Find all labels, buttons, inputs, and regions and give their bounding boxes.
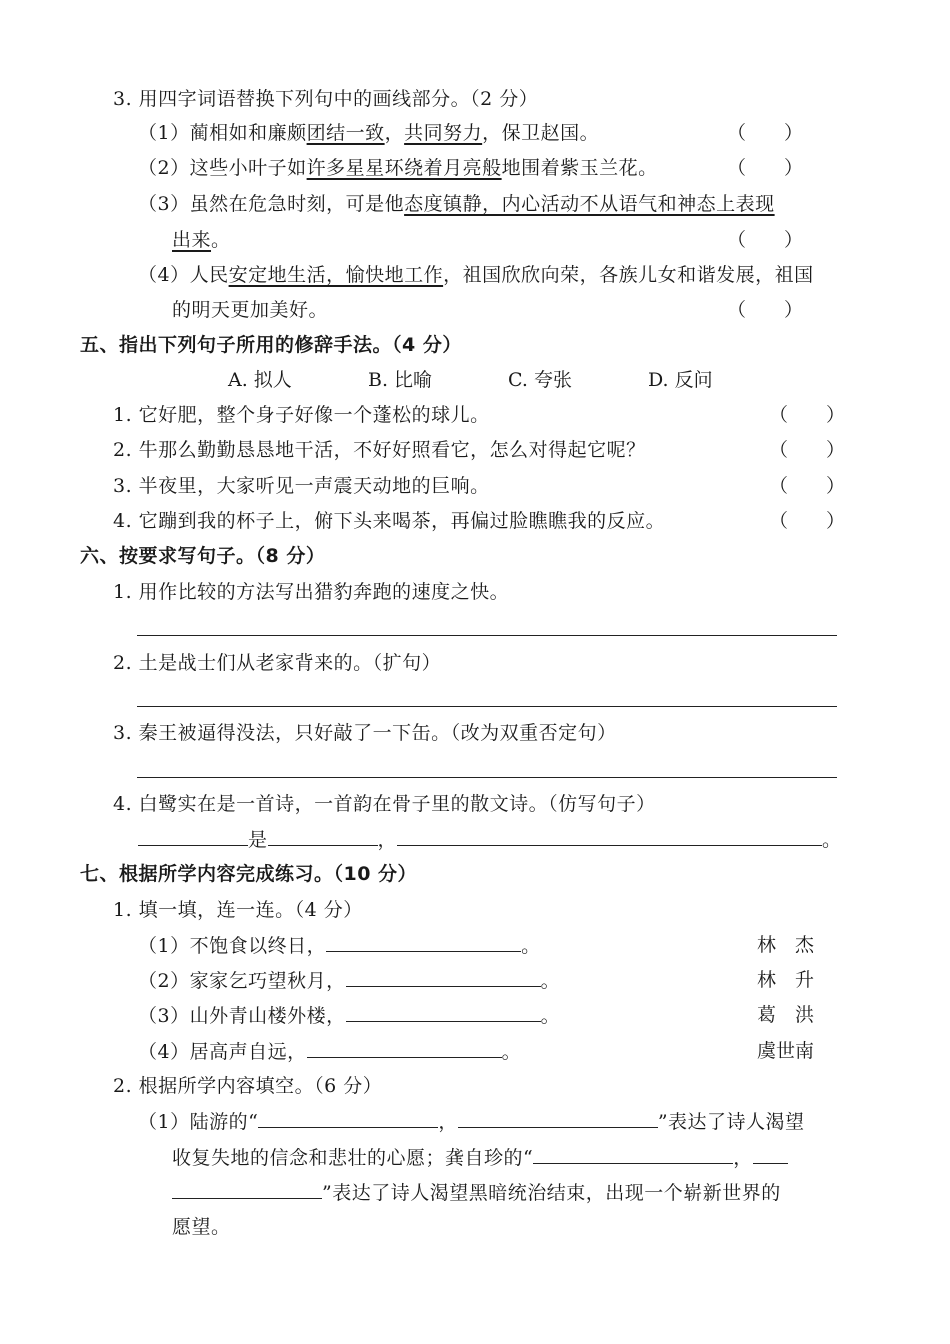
poem-line-3-text: （3）山外青山楼外楼， (138, 1005, 346, 1027)
sentence-item-4: 4. 白鹭实在是一首诗，一首韵在骨子里的散文诗。（仿写句子） (113, 793, 656, 815)
p3a: ”表达了诗人渴望黑暗统治结束，出现一个崭新世界的 (322, 1182, 781, 1204)
blank-field[interactable] (326, 933, 521, 952)
rhetoric-item-4: 4. 它蹦到我的杯子上，俯下头来喝茶，再偏过脸瞧瞧我的反应。 (113, 510, 666, 532)
section-7-title: 七、根据所学内容完成练习。（10 分） (80, 863, 418, 885)
fill-para-line-2 (172, 1145, 788, 1170)
p2b: ， (733, 1147, 753, 1169)
option-b: B. 比喻 (368, 369, 433, 391)
blank-field[interactable] (138, 827, 248, 846)
p1b: ， (438, 1111, 458, 1133)
blank-field[interactable] (346, 968, 541, 987)
option-c: C. 夸张 (508, 369, 572, 391)
blank-field[interactable] (346, 1003, 541, 1022)
answer-paren[interactable]: （ ） (769, 475, 846, 497)
q3-item-1-underline-2: 共同努力 (404, 122, 483, 144)
q3-item-2 (138, 156, 658, 180)
option-a: A. 拟人 (228, 369, 292, 391)
q3-item-3-line-2 (172, 228, 231, 252)
fill-end: 。 (822, 829, 842, 851)
author-2[interactable]: 林 升 (757, 969, 815, 991)
q3-item-4-underline: 安定地生活，愉快地工作 (228, 264, 444, 286)
q3-item-3-underline: 态度镇静，内心活动不从语气和神态上表现 (404, 193, 775, 215)
q3-item-4-b: ，祖国欣欣向荣，各族儿女和谐发展，祖国 (443, 264, 814, 286)
option-d: D. 反问 (648, 369, 713, 391)
q3-item-1-a: （1）蔺相如和廉颇 (138, 122, 307, 144)
q3-item-1-b: ， (384, 122, 405, 144)
poem-line-2 (138, 968, 560, 993)
blank-field[interactable] (753, 1145, 788, 1164)
fill-para-line-1 (138, 1109, 805, 1134)
period: 。 (521, 935, 541, 957)
answer-line[interactable] (137, 706, 837, 707)
period: 。 (501, 1041, 522, 1063)
answer-paren[interactable]: （ ） (727, 299, 804, 321)
blank-field[interactable] (172, 1180, 322, 1199)
section-5-title: 五、指出下列句子所用的修辞手法。（4 分） (80, 334, 462, 356)
rhetoric-item-2: 2. 牛那么勤勤恳恳地干活，不好好照看它，怎么对得起它呢？ (113, 439, 646, 461)
poem-line-3 (138, 1003, 560, 1028)
q3-item-3-underline-2: 出来 (172, 229, 212, 251)
answer-paren[interactable]: （ ） (727, 157, 804, 179)
rhetoric-item-1: 1. 它好肥，整个身子好像一个蓬松的球儿。 (113, 404, 490, 426)
q3-item-4-line-1 (138, 263, 814, 287)
answer-paren[interactable]: （ ） (727, 122, 804, 144)
fill-para-line-3 (172, 1180, 781, 1205)
sentence-item-3: 3. 秦王被逼得没法，只好敲了一下缶。（改为双重否定句） (113, 722, 617, 744)
answer-paren[interactable]: （ ） (727, 229, 804, 251)
blank-field[interactable] (533, 1145, 733, 1164)
period: 。 (540, 970, 561, 992)
blank-field[interactable] (268, 827, 378, 846)
q3-item-1-underline-1: 团结一致 (306, 122, 385, 144)
section-6-title: 六、按要求写句子。（8 分） (80, 545, 326, 567)
sentence-item-2: 2. 土是战士们从老家背来的。（扩句） (113, 652, 442, 674)
period: 。 (540, 1005, 561, 1027)
fill-para-line-4: 愿望。 (172, 1216, 231, 1238)
answer-paren[interactable]: （ ） (769, 510, 846, 532)
blank-field[interactable] (397, 827, 822, 846)
poem-line-4 (138, 1039, 521, 1064)
imitation-fill-line (138, 827, 842, 852)
q3-item-4-line-2: 的明天更加美好。 (172, 299, 329, 321)
fill-is: 是 (248, 829, 268, 851)
question-3-heading: 3. 用四字词语替换下列句中的画线部分。（2 分） (113, 88, 539, 110)
author-1[interactable]: 林 杰 (757, 934, 815, 956)
poem-line-4-text: （4）居高声自远， (138, 1041, 307, 1063)
fill-comma: ， (377, 829, 398, 851)
q3-item-3-c: 。 (211, 229, 231, 251)
poem-line-1-text: （1）不饱食以终日， (138, 935, 327, 957)
q3-item-3-a: （3）虽然在危急时刻，可是他 (138, 193, 405, 215)
q3-item-3-line-1 (138, 192, 775, 216)
author-3[interactable]: 葛 洪 (757, 1004, 815, 1026)
blank-field[interactable] (458, 1109, 658, 1128)
p1a: （1）陆游的“ (138, 1111, 259, 1133)
q3-item-1 (138, 121, 599, 145)
blank-field[interactable] (307, 1039, 502, 1058)
answer-paren[interactable]: （ ） (769, 404, 846, 426)
rhetoric-item-3: 3. 半夜里，大家听见一声震天动地的巨响。 (113, 475, 490, 497)
q3-item-1-c: ，保卫赵国。 (482, 122, 600, 144)
p2a: 收复失地的信念和悲壮的心愿；龚自珍的“ (172, 1147, 534, 1169)
poem-line-2-text: （2）家家乞巧望秋月， (138, 970, 346, 992)
q7-2-heading: 2. 根据所学内容填空。（6 分） (113, 1075, 383, 1097)
answer-line[interactable] (137, 777, 837, 778)
p1c: ”表达了诗人渴望 (657, 1111, 805, 1133)
q3-item-2-b: 地围着紫玉兰花。 (501, 157, 658, 179)
poem-line-1 (138, 933, 541, 958)
blank-field[interactable] (258, 1109, 438, 1128)
answer-line[interactable] (137, 635, 837, 636)
q3-item-2-a: （2）这些小叶子如 (138, 157, 307, 179)
q3-item-4-a: （4）人民 (138, 264, 229, 286)
sentence-item-1: 1. 用作比较的方法写出猎豹奔跑的速度之快。 (113, 581, 510, 603)
q3-item-2-underline: 许多星星环绕着月亮般 (306, 157, 502, 179)
answer-paren[interactable]: （ ） (769, 439, 846, 461)
q7-1-heading: 1. 填一填，连一连。（4 分） (113, 899, 363, 921)
author-4[interactable]: 虞世南 (757, 1040, 815, 1062)
